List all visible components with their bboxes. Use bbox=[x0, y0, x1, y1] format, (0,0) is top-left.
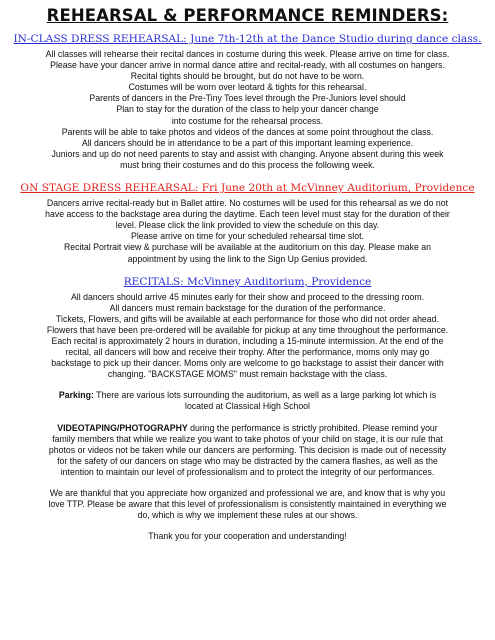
section-on-stage-rehearsal bbox=[8, 182, 487, 265]
body-line: into costume for the rehearsal process. bbox=[171, 115, 324, 126]
parking-text: There are various lots surrounding the auditorium, as well as a large parking lot which is bbox=[93, 390, 437, 401]
body-line: Please arrive on time for your scheduled rehearsal time slot. bbox=[131, 231, 364, 242]
parking-note bbox=[8, 390, 487, 412]
body-line: appointment by using the link to the Sign Up Genius provided. bbox=[127, 253, 368, 264]
body-line: must bring their costumes and do this process the following week. bbox=[120, 159, 375, 170]
body-line: Costumes will be worn over leotard & tights for this rehearsal. bbox=[128, 82, 367, 93]
parking-label: Parking: bbox=[58, 390, 94, 401]
section-heading: IN-CLASS DRESS REHEARSAL: June 7th-12th at the Dance Studio during dance class. bbox=[13, 33, 482, 45]
body-line: Recital Portrait view & purchase will be available at the auditorium on this day. Please make an bbox=[63, 242, 432, 253]
videotaping-label: VIDEOTAPING/PHOTOGRAPHY bbox=[57, 422, 188, 433]
videotaping-text: photos or videos not be taken while our dancers are performing. This decision is made out of necessity bbox=[48, 444, 447, 455]
thanks-text: do, which is why we implement these rules at our shows. bbox=[137, 510, 358, 521]
body-line: All dancers should be in attendance to be a part of this important learning experience. bbox=[81, 137, 414, 148]
body-line: Dancers arrive recital-ready but in Ballet attire. No costumes will be used for this rehearsal as we do not bbox=[46, 198, 449, 209]
section-heading: RECITALS: McVinney Auditorium, Providence bbox=[123, 275, 372, 288]
section-body bbox=[8, 292, 487, 381]
body-line: level. Please click the link provided to view the schedule on this day. bbox=[115, 220, 380, 231]
section-body bbox=[8, 49, 487, 171]
videotaping-text: for the safety of our dancers on stage who may be distracted by the camera flashes, as well as the bbox=[57, 455, 438, 466]
parking-text: located at Classical High School bbox=[185, 401, 310, 412]
body-line: Tickets, Flowers, and gifts will be available at each performance for those who did not order ahead. bbox=[56, 313, 439, 324]
section-heading: ON STAGE DRESS REHEARSAL: Fri June 20th at McVinney Auditorium, Providence bbox=[20, 182, 475, 195]
body-line: backstage to pick up their dancer. Moms only are welcome to go backstage to assist their dancer with bbox=[51, 358, 444, 369]
body-line: All dancers should arrive 45 minutes early for their show and proceed to the dressing room. bbox=[70, 291, 425, 302]
body-line: Juniors and up do not need parents to stay and assist with changing. Anyone absent during this week bbox=[51, 148, 444, 159]
body-line: changing. "BACKSTAGE MOMS" must remain backstage with the class. bbox=[107, 369, 388, 380]
page-title: REHEARSAL & PERFORMANCE REMINDERS: bbox=[46, 6, 449, 25]
body-line: Recital tights should be brought, but do not have to be worn. bbox=[130, 71, 365, 82]
thanks-text: We are thankful that you appreciate how organized and professional we are, and know that is why you bbox=[49, 488, 446, 498]
body-line: All classes will rehearse their recital dances in costume during this week. Please arrive on time for class. bbox=[45, 49, 450, 59]
body-line: recital, all dancers will bow and receive their trophy. After the performance, moms only may go bbox=[65, 347, 430, 358]
body-line: Flowers that have been pre-ordered will be available for pickup at any time throughout the performance. bbox=[46, 324, 449, 335]
body-line: Plan to stay for the duration of the class to help your dancer change bbox=[116, 104, 379, 115]
body-line: Each recital is approximately 2 hours in duration, including a 15-minute intermission. At the end of the bbox=[51, 335, 444, 346]
section-in-class-rehearsal bbox=[8, 33, 487, 171]
body-line: Parents of dancers in the Pre-Tiny Toes level through the Pre-Juniors level should bbox=[89, 93, 406, 104]
body-line: Parents will be able to take photos and videos of the dances at some point throughout the class. bbox=[61, 126, 434, 137]
videotaping-text: during the performance is strictly prohibited. Please remind your bbox=[187, 422, 438, 433]
thanks-text: love TTP. Please be aware that this level of professionalism is consistently maintained in everything we bbox=[48, 499, 447, 510]
body-line: All dancers must remain backstage for the duration of the performance. bbox=[109, 302, 386, 313]
videotaping-note bbox=[8, 423, 487, 478]
videotaping-text: intention to maintain our level of professionalism and to protect the integrity of our performances. bbox=[60, 466, 435, 477]
closing-line: Thank you for your cooperation and understanding! bbox=[148, 531, 347, 542]
section-recitals bbox=[8, 276, 487, 381]
videotaping-text: family members that while we realize you want to take photos of your child on stage, it is our rule that bbox=[52, 433, 443, 444]
body-line: Please have your dancer arrive in normal dance attire and recital-ready, with all costumes on hangers. bbox=[50, 60, 445, 71]
body-line: have access to the backstage area during the daytime. Each teen level must stay for the duration of their bbox=[45, 209, 450, 220]
section-body bbox=[8, 198, 487, 265]
thanks-note bbox=[8, 488, 487, 521]
